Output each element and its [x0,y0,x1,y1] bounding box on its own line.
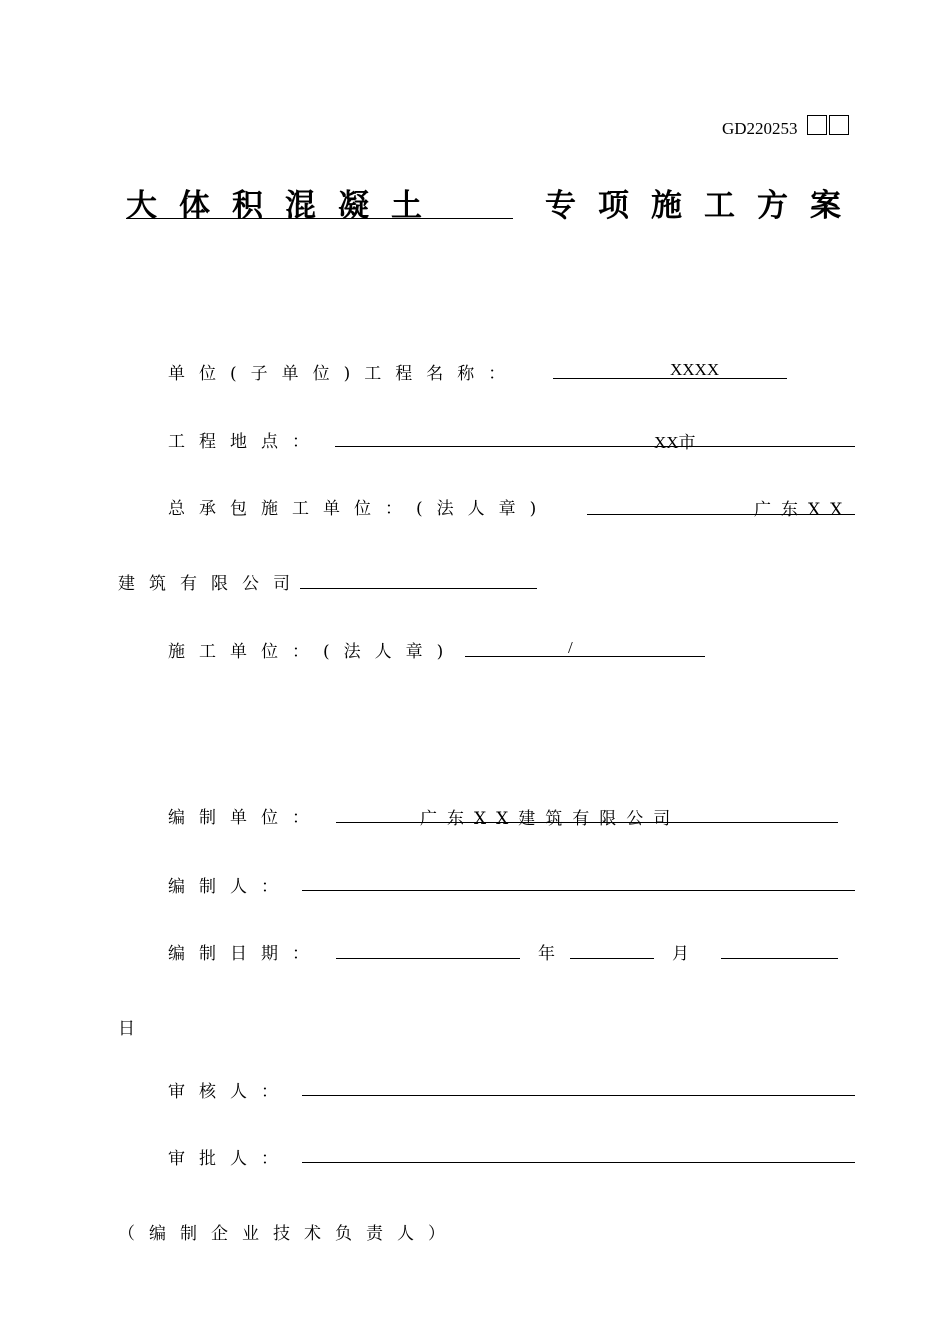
general-contractor-label: 总承包施工单位：(法人章) [168,499,551,519]
date-label: 编制日期： [168,944,323,964]
code-box-1[interactable] [807,115,827,135]
general-contractor-value-line1[interactable]: 广东XX [754,500,853,520]
title-plan: 专项施工方案 [545,188,863,224]
reviewer-underline[interactable] [302,1095,855,1096]
document-code: GD220253 [722,119,798,138]
date-year-label: 年 [538,944,569,964]
contractor-underline [465,656,705,657]
project-name-value[interactable]: XXXX [670,360,720,379]
date-month-label: 月 [672,944,703,964]
compiler-label: 编制人： [168,877,292,897]
general-contractor-value-line2[interactable]: 建筑有限公司 [118,574,304,594]
location-underline [335,446,855,447]
date-month-underline[interactable] [570,958,654,959]
approver-underline[interactable] [302,1162,855,1163]
compiler-underline[interactable] [302,890,855,891]
contractor-value[interactable]: / [568,638,573,657]
approver-label: 审批人： [168,1149,292,1169]
date-day-label: 日 [118,1019,149,1039]
code-box-2[interactable] [829,115,849,135]
location-label: 工程地点： [168,432,323,452]
date-year-underline[interactable] [336,958,520,959]
compiler-unit-label: 编制单位： [168,808,323,828]
title-subject: 大体积混凝土 [126,188,444,224]
title-underline [126,218,513,219]
compiler-unit-value[interactable]: 广东XX建筑有限公司 [420,809,681,829]
general-contractor-underline-2 [300,588,537,589]
contractor-label: 施工单位：(法人章) [168,642,458,662]
date-day-underline[interactable] [721,958,838,959]
project-name-label: 单位(子单位)工程名称： [168,364,520,384]
code-boxes [807,115,849,135]
location-value[interactable]: XX市 [654,433,696,452]
reviewer-label: 审核人： [168,1082,292,1102]
approver-note: （编制企业技术负责人） [118,1224,459,1244]
